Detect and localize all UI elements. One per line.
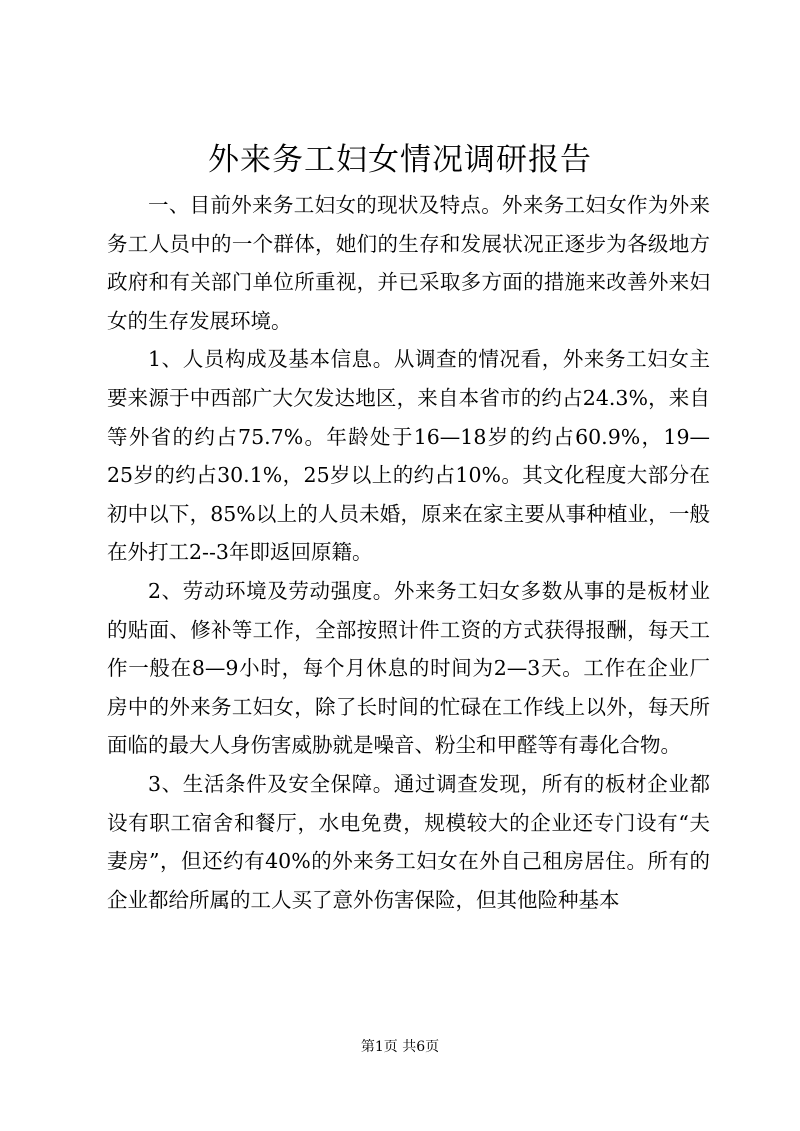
paragraph-work-environment: 2、劳动环境及劳动强度。外来务工妇女多数从事的是板材业的贴面、修补等工作，全部按照计件工资的方式获得报酬，每天工作一般在8—9小时，每个月休息的时间为2—3天。工作在企业厂房中的外来务工妇女，除了长时间的忙碌在工作线上以外，每天所面临的最大人身伤害威胁就是噪音、粉尘和甲醛等有毒化合物。 bbox=[107, 578, 710, 758]
page-number-footer: 第1页 共6页 bbox=[360, 1039, 440, 1055]
document-title: 外来务工妇女情况调研报告 bbox=[208, 142, 592, 178]
paragraph-overview: 一、目前外来务工妇女的现状及特点。外来务工妇女作为外来务工人员中的一个群体，她们的生存和发展状况正逐步为各级地方政府和有关部门单位所重视，并已采取多方面的措施来改善外来妇女的生存发展环境。 bbox=[107, 193, 710, 333]
document-body bbox=[107, 186, 710, 919]
paragraph-personnel: 1、人员构成及基本信息。从调查的情况看，外来务工妇女主要来源于中西部广大欠发达地区，来自本省市的约占24.3%，来自等外省的约占75.7%。年龄处于16—18岁的约占60.9%，19—25岁的约占30.1%，25岁以上的约占10%。其文化程度大部分在初中以下，85%以上的人员未婚，原来在家主要从事种植业，一般在外打工2--3年即返回原籍。 bbox=[107, 347, 710, 565]
paragraph-living-conditions: 3、生活条件及安全保障。通过调查发现，所有的板材企业都设有职工宿舍和餐厅，水电免费，规模较大的企业还专门设有“夫妻房”，但还约有40%的外来务工妇女在外自己租房居住。所有的企业都给所属的工人买了意外伤害保险，但其他险种基本 bbox=[107, 771, 710, 912]
